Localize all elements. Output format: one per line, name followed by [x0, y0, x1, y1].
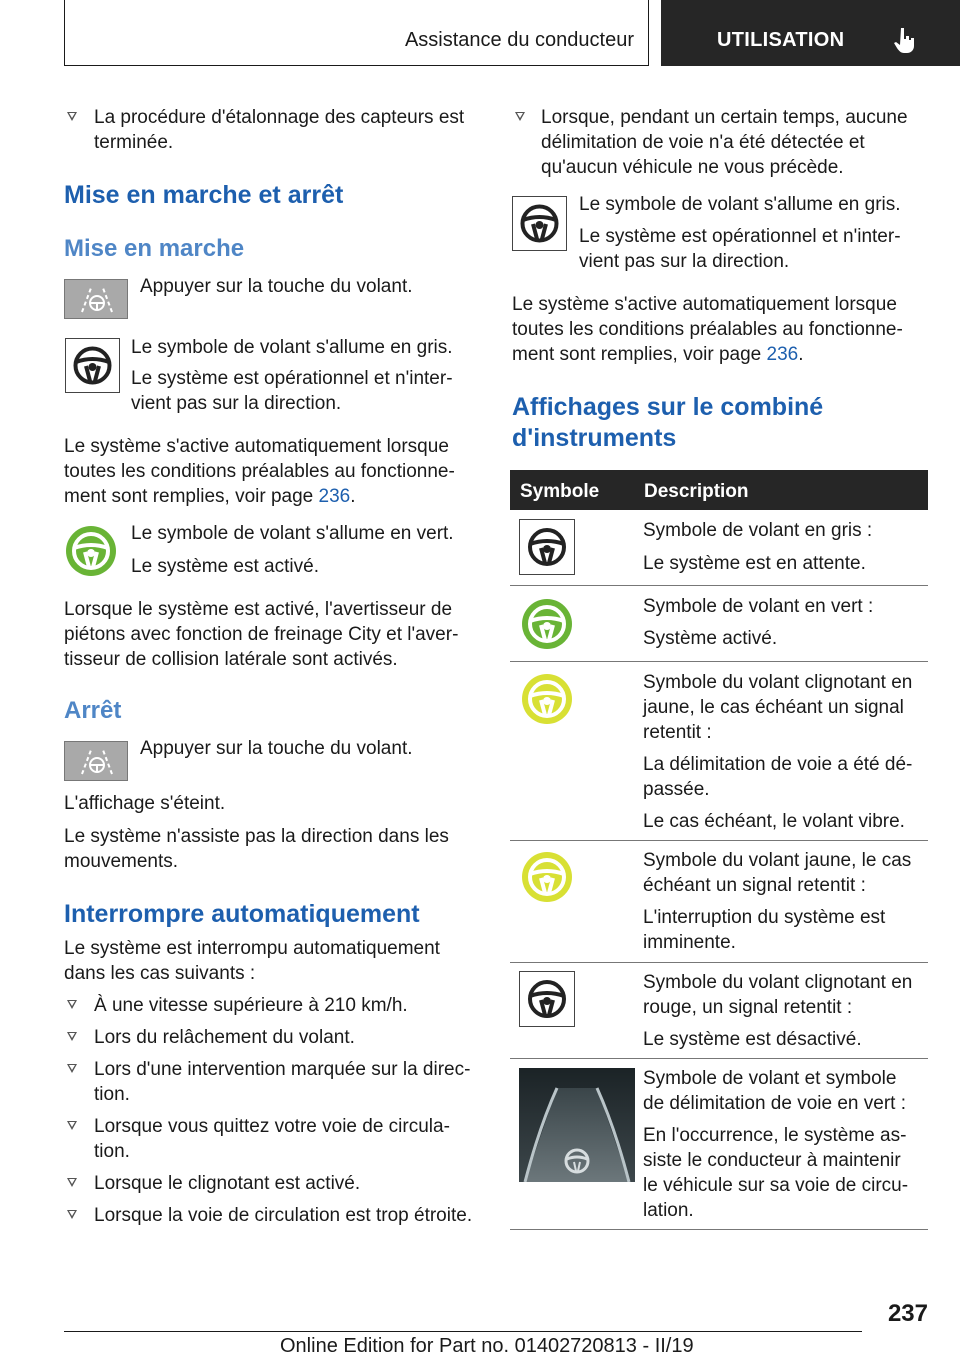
table-row-6-line-5: le véhicule sur sa voie de circu-: [643, 1175, 909, 1196]
table-row-4-line-3: L'interruption du système est: [643, 907, 886, 928]
table-row-divider: [510, 840, 928, 841]
table-row-1-line-1: Symbole de volant en gris :: [643, 520, 873, 541]
table-header: [510, 470, 928, 510]
header-section-title: Assistance du conducteur: [404, 29, 634, 51]
no-assist-text-a: Le système n'assiste pas la direction dans les: [64, 826, 449, 847]
table-row-6-line-2: de délimitation de voie en vert :: [643, 1093, 906, 1114]
steering-wheel-green-icon: [520, 597, 574, 656]
when-active-text-c: tisseur de collision latérale sont activés.: [64, 649, 398, 670]
header-section-box: [64, 0, 649, 66]
column-header-description: Description: [644, 481, 749, 502]
auto-active-text-1a: Le système s'active automatiquement lorsque: [64, 436, 449, 457]
heading-start-stop: Mise en marche et arrêt: [64, 181, 344, 209]
table-row-3-line-4: La délimitation de voie a été dé-: [643, 754, 913, 775]
table-row-3-line-2: jaune, le cas échéant un signal: [643, 697, 904, 718]
bullet-leave-lane-b: tion.: [94, 1141, 130, 1162]
when-active-text-b: piétons avec fonction de freinage City et l'aver-: [64, 624, 459, 645]
table-row-4-line-1: Symbole du volant jaune, le cas: [643, 850, 912, 871]
table-row-5-line-1: Symbole du volant clignotant en: [643, 972, 913, 993]
display-off-text: L'affichage s'éteint.: [64, 793, 226, 814]
table-row-4-line-4: imminente.: [643, 932, 736, 953]
bullet-marker: [67, 1121, 77, 1130]
press-button-text-2: Appuyer sur la touche du volant.: [140, 738, 413, 759]
table-row-6-line-6: lation.: [643, 1200, 694, 1221]
page-link-236-left[interactable]: 236: [318, 486, 351, 507]
when-active-text-a: Lorsque le système est activé, l'avertisseur de: [64, 599, 453, 620]
bullet-narrow-lane: Lorsque la voie de circulation est trop étroite.: [94, 1205, 473, 1226]
heading-displays-a: Affichages sur le combiné: [512, 393, 824, 421]
footer-edition: Online Edition for Part no. 01402720813 - II/19: [280, 1335, 694, 1357]
grey-on-text-1: Le symbole de volant s'allume en gris.: [131, 337, 453, 358]
interrupt-intro-b: dans les cas suivants :: [64, 963, 256, 984]
bullet-intervention-a: Lors d'une intervention marquée sur la direc-: [94, 1059, 471, 1080]
bullet-no-lane-a: Lorsque, pendant un certain temps, aucune: [541, 107, 908, 128]
heading-interrupt: Interrompre automatiquement: [64, 900, 420, 928]
press-button-text-1: Appuyer sur la touche du volant.: [140, 276, 413, 297]
operational-text-2a: Le système est opérationnel et n'inter-: [579, 226, 901, 247]
steering-wheel-grey-icon: [65, 338, 120, 393]
table-row-divider: [510, 962, 928, 963]
steering-wheel-yellow-icon: [520, 850, 574, 909]
table-row-4-line-2: échéant un signal retentit :: [643, 875, 866, 896]
bullet-marker: [67, 1064, 77, 1073]
auto-active-text-1c-label: ment sont remplies, voir page: [64, 486, 314, 507]
auto-active-text-1b: toutes les conditions préalables au fonctionne-: [64, 461, 455, 482]
no-assist-text-b: mouvements.: [64, 851, 179, 872]
steering-wheel-yellow-blinking-icon: [520, 672, 574, 731]
page-number: 237: [887, 1300, 928, 1327]
subheading-start: Mise en marche: [64, 235, 245, 262]
bullet-indicator: Lorsque le clignotant est activé.: [94, 1173, 361, 1194]
bullet-marker: [67, 1178, 77, 1187]
page-link-236-right[interactable]: 236: [766, 344, 799, 365]
header-chapter-title: UTILISATION: [717, 29, 845, 51]
bullet-marker: [67, 112, 77, 121]
operational-text-2b: vient pas sur la direction.: [579, 251, 790, 272]
auto-active-text-2b: toutes les conditions préalables au fonctionne-: [512, 319, 903, 340]
bullet-leave-lane-a: Lorsque vous quittez votre voie de circula-: [94, 1116, 450, 1137]
header-chapter-box: [661, 0, 960, 66]
operational-text-1b: vient pas sur la direction.: [131, 393, 342, 414]
grey-on-text-2: Le symbole de volant s'allume en gris.: [579, 194, 901, 215]
bullet-intervention-b: tion.: [94, 1084, 130, 1105]
heading-displays-b: d'instruments: [512, 424, 677, 452]
activated-text: Le système est activé.: [131, 556, 319, 577]
bullet-marker: [515, 112, 525, 121]
table-row-6-line-4: siste le conducteur à maintenir: [643, 1150, 901, 1171]
table-row-divider: [510, 585, 928, 586]
table-row-2-line-1: Symbole de volant en vert :: [643, 596, 874, 617]
table-row-divider: [510, 661, 928, 662]
steering-wheel-grey-icon: [519, 519, 575, 575]
table-row-3-line-1: Symbole du volant clignotant en: [643, 672, 913, 693]
steering-wheel-grey-icon: [512, 196, 567, 251]
lane-assist-button-icon-2: [64, 741, 128, 781]
operational-text-1a: Le système est opérationnel et n'inter-: [131, 368, 453, 389]
subheading-stop: Arrêt: [64, 697, 122, 724]
table-row-6-line-3: En l'occurrence, le système as-: [643, 1125, 907, 1146]
table-row-divider: [510, 1058, 928, 1059]
bullet-no-lane-c: qu'aucun véhicule ne vous précède.: [541, 157, 844, 178]
bullet-calibration: La procédure d'étalonnage des capteurs est terminée.: [94, 107, 465, 153]
table-row-2-line-2: Système activé.: [643, 628, 778, 649]
table-row-3-line-6: Le cas échéant, le volant vibre.: [643, 811, 905, 832]
lane-assist-button-icon: [64, 279, 128, 319]
bullet-speed: À une vitesse supérieure à 210 km/h.: [94, 995, 408, 1016]
auto-active-text-2c-label: ment sont remplies, voir page: [512, 344, 762, 365]
table-row-1-line-2: Le système est en attente.: [643, 553, 866, 574]
steering-wheel-green-icon: [64, 524, 118, 583]
bullet-marker: [67, 1210, 77, 1219]
table-row-divider: [510, 1229, 928, 1230]
bullet-marker: [67, 1032, 77, 1041]
bullet-no-lane-b: délimitation de voie n'a été détectée et: [541, 132, 865, 153]
column-header-symbol: Symbole: [520, 481, 600, 502]
auto-active-text-2c: ment sont remplies, voir page 236.: [512, 344, 804, 365]
bullet-marker: [67, 1000, 77, 1009]
table-row-3-line-5: passée.: [643, 779, 710, 800]
table-row-5-line-2: rouge, un signal retentit :: [643, 997, 853, 1018]
table-row-5-line-3: Le système est désactivé.: [643, 1029, 862, 1050]
bullet-release: Lors du relâchement du volant.: [94, 1027, 355, 1048]
interrupt-intro-a: Le système est interrompu automatiquement: [64, 938, 440, 959]
table-row-3-line-3: retentit :: [643, 722, 712, 743]
hand-pointer-icon: [893, 26, 917, 54]
footer-divider: [64, 1331, 862, 1332]
auto-active-text-2a: Le système s'active automatiquement lorsque: [512, 294, 897, 315]
auto-active-text-1c: ment sont remplies, voir page 236.: [64, 486, 356, 507]
table-row-6-line-1: Symbole de volant et symbole: [643, 1068, 897, 1089]
green-on-text: Le symbole de volant s'allume en vert.: [131, 523, 454, 544]
lane-display-icon: [519, 1068, 635, 1182]
steering-wheel-red-blinking-icon: [519, 971, 575, 1027]
